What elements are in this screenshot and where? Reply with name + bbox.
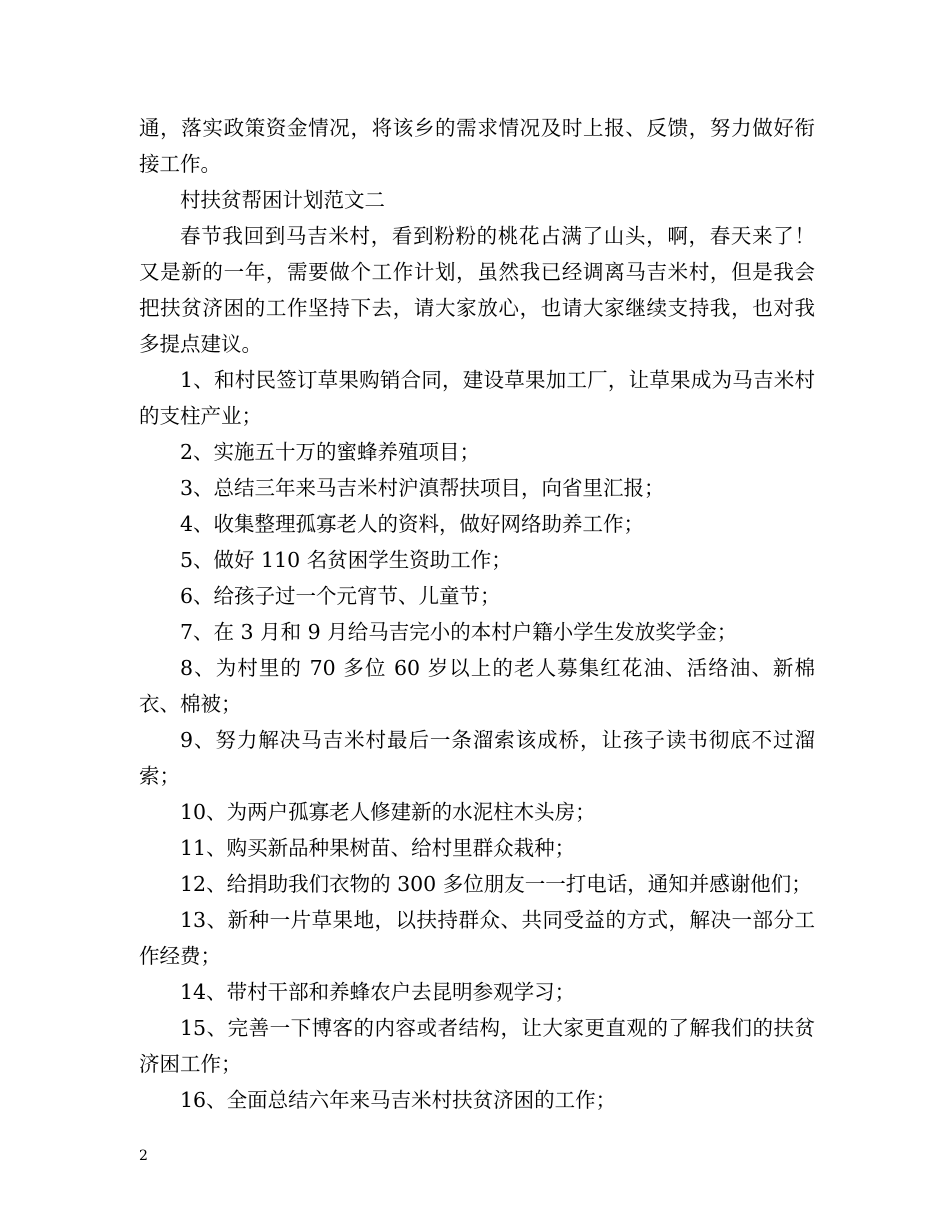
paragraph-continuation: 通，落实政策资金情况，将该乡的需求情况及时上报、反馈，努力做好衔接工作。: [139, 116, 815, 176]
list-item-13: 13、新种一片草果地，以扶持群众、共同受益的方式，解决一部分工作经费；: [139, 908, 815, 968]
list-item-15: 15、完善一下博客的内容或者结构，让大家更直观的了解我们的扶贫济困工作；: [139, 1016, 815, 1076]
list-item-3: 3、总结三年来马吉米村沪滇帮扶项目，向省里汇报；: [180, 476, 665, 500]
list-item-10: 10、为两户孤寡老人修建新的水泥柱木头房；: [180, 800, 596, 824]
document-body: [139, 110, 815, 1118]
list-item-16: 16、全面总结六年来马吉米村扶贫济困的工作；: [180, 1088, 617, 1112]
list-item-5: 5、做好 110 名贫困学生资助工作；: [180, 548, 512, 572]
section-heading: 村扶贫帮困计划范文二: [180, 188, 385, 212]
list-item-14: 14、带村干部和养蜂农户去昆明参观学习；: [180, 980, 576, 1004]
list-item-12: 12、给捐助我们衣物的 300 多位朋友一一打电话，通知并感谢他们；: [180, 872, 812, 896]
page-number: 2: [139, 1148, 148, 1164]
list-item-6: 6、给孩子过一个元宵节、儿童节；: [180, 584, 501, 608]
list-item-7: 7、在 3 月和 9 月给马吉完小的本村户籍小学生发放奖学金；: [180, 620, 738, 644]
intro-paragraph: 春节我回到马吉米村，看到粉粉的桃花占满了山头，啊，春天来了！又是新的一年，需要做个工作计划，虽然我已经调离马吉米村，但是我会把扶贫济困的工作坚持下去，请大家放心，也请大家继续支持我，也对我多提点建议。: [139, 224, 815, 356]
list-item-11: 11、购买新品种果树苗、给村里群众栽种；: [180, 836, 576, 860]
list-item-9: 9、努力解决马吉米村最后一条溜索该成桥，让孩子读书彻底不过溜索；: [139, 728, 815, 788]
list-item-4: 4、收集整理孤寡老人的资料，做好网络助养工作；: [180, 512, 645, 536]
list-item-8: 8、为村里的 70 多位 60 岁以上的老人募集红花油、活络油、新棉衣、棉被；: [139, 656, 815, 716]
list-item-2: 2、实施五十万的蜜蜂养殖项目；: [180, 440, 481, 464]
list-item-1: 1、和村民签订草果购销合同，建设草果加工厂，让草果成为马吉米村的支柱产业；: [139, 368, 815, 428]
